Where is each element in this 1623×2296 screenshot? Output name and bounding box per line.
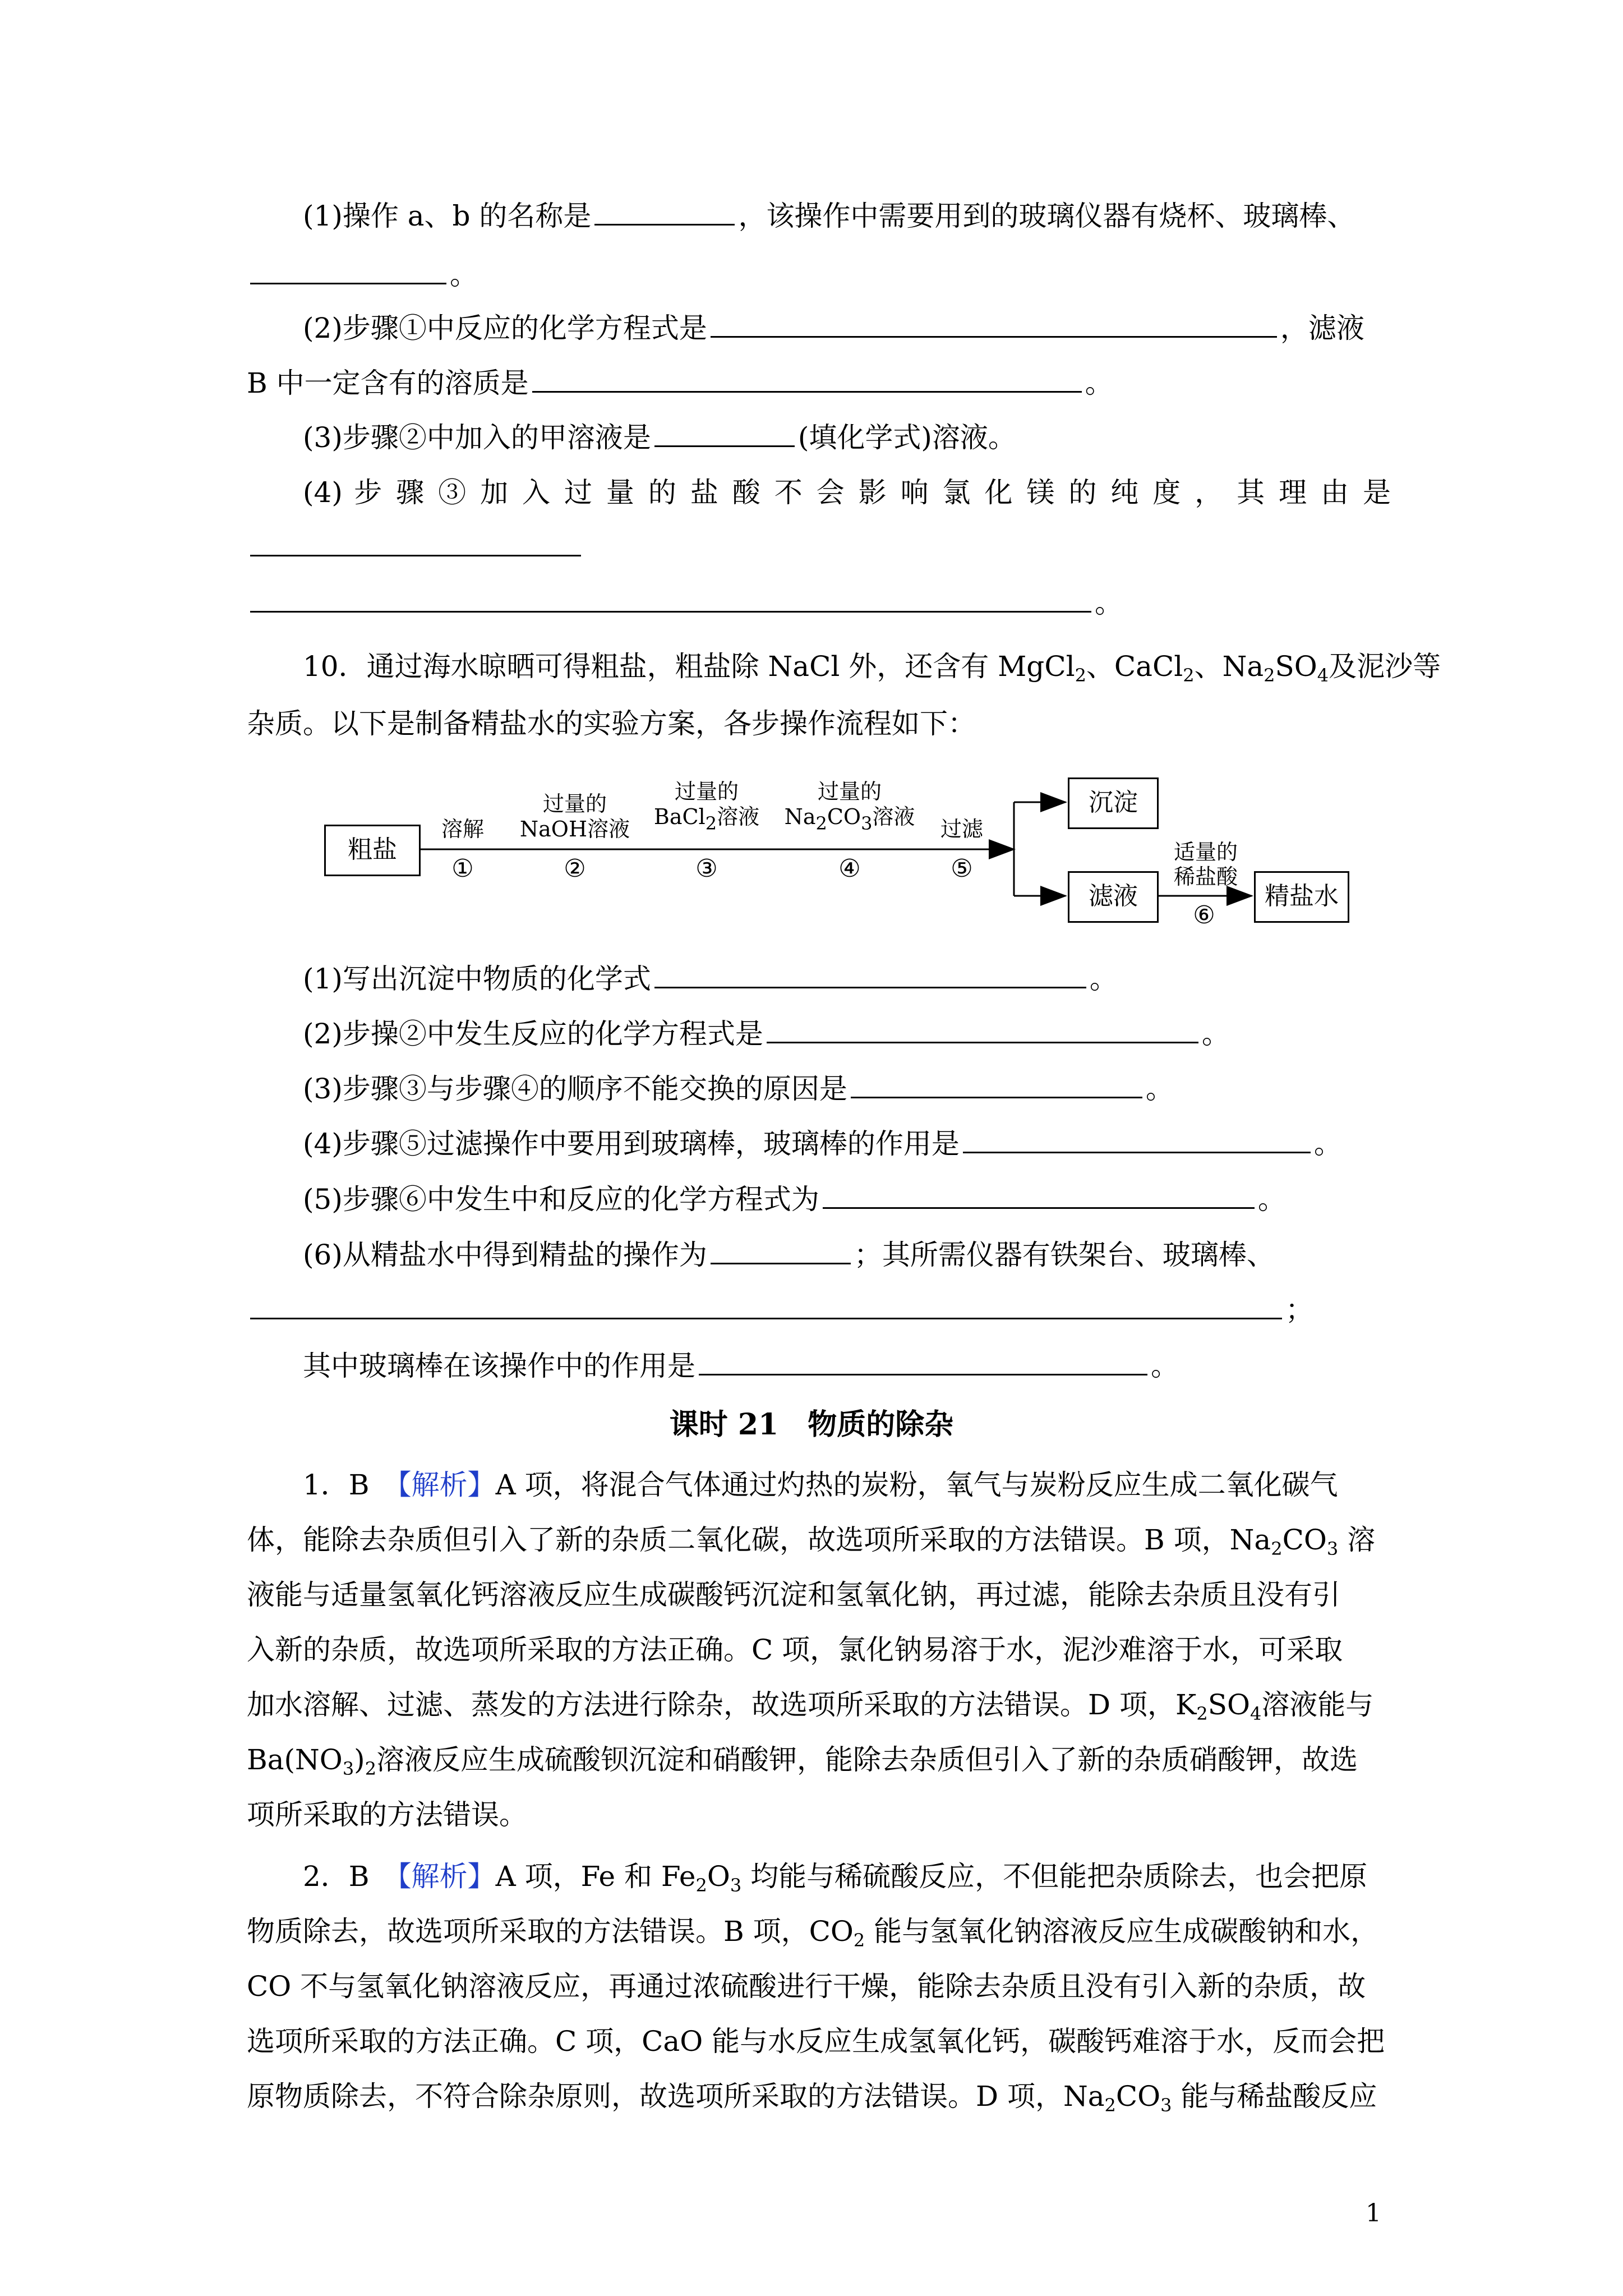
q9-part2-text2: ，滤液: [1280, 312, 1364, 344]
q10-part2-text: (2)步操②中发生反应的化学方程式是: [303, 1018, 763, 1050]
reagent-text: BaCl: [653, 804, 706, 829]
flow-step6-reagent: 稀盐酸: [1173, 864, 1238, 889]
q10-part3: [303, 1069, 1447, 1108]
flow-step1-label: 溶解: [441, 817, 484, 841]
q10-part7-text: 其中玻璃棒在该操作中的作用是: [303, 1350, 695, 1382]
answer-text: O: [707, 1860, 730, 1893]
q10-part1: [303, 959, 1447, 999]
answer-text: CO: [1282, 1524, 1327, 1556]
subscript: 2: [705, 813, 717, 834]
flow-step3-reagent: [645, 804, 768, 834]
q10-part3-text: (3)步骤③与步骤④的顺序不能交换的原因是: [303, 1073, 847, 1105]
flow-step4-label: 过量的: [817, 779, 882, 804]
answer-blank: [250, 1291, 1282, 1319]
answer-text: 加水溶解、过滤、蒸发的方法进行除杂，故选项所采取的方法错误。D 项，K: [247, 1688, 1197, 1721]
q10-intro-text: 、Na: [1194, 650, 1264, 683]
punct: 。: [450, 259, 478, 291]
ans2-line1: [303, 1857, 1447, 1896]
subscript: 3: [342, 1758, 354, 1779]
q9-part4-text: (4) 步 骤 ③ 加 入 过 量 的 盐 酸 不 会 影 响 氯 化 镁 的 纯 度 ， 其 理 由 是: [303, 476, 1391, 509]
answer-blank: [851, 1070, 1142, 1098]
answer-blank: [711, 1236, 851, 1264]
answer-text: 能与稀盐酸反应: [1172, 2080, 1377, 2113]
answer-blank: [699, 1347, 1147, 1375]
punct: 。: [1257, 1183, 1286, 1216]
answer-blank: [823, 1180, 1255, 1209]
answer-text: 溶液反应生成硫酸钡沉淀和硝酸钾，能除去杂质但引入了新的杂质硝酸钾，故选: [376, 1743, 1358, 1776]
answer-blank: [767, 1015, 1198, 1043]
ans1-line1: [303, 1465, 1447, 1504]
q10-part4-text: (4)步骤⑤过滤操作中要用到玻璃棒，玻璃棒的作用是: [303, 1128, 960, 1160]
q10-part4: [303, 1124, 1447, 1163]
punct: 。: [1313, 1128, 1342, 1160]
q10-part6-cont: [247, 1290, 1391, 1329]
q10-intro-text: 及泥沙等: [1329, 650, 1441, 683]
subscript: 2: [1104, 2095, 1116, 2116]
page-number: 1: [1366, 2199, 1381, 2228]
flow-box-precipitate: 沉淀: [1068, 777, 1159, 829]
ans1-line7: 项所采取的方法错误。: [247, 1798, 527, 1831]
subscript: 3: [861, 813, 873, 834]
subscript: 2: [1183, 665, 1195, 686]
subscript: 3: [1160, 2095, 1172, 2116]
q9-part1-text: (1)操作 a、b 的名称是: [303, 200, 592, 232]
answer-text: 溶液能与: [1261, 1688, 1374, 1721]
subscript: 2: [853, 1930, 865, 1951]
q9-part2-text3: B 中一定含有的溶质是: [247, 367, 529, 399]
punct: 。: [1085, 367, 1113, 399]
subscript: 2: [1075, 665, 1086, 686]
answer-text: A 项，将混合气体通过灼热的炭粉，氧气与炭粉反应生成二氧化碳气: [495, 1469, 1338, 1501]
subscript: 2: [1271, 1538, 1283, 1559]
ans2-line2: [247, 1912, 1391, 1951]
subscript: 4: [1249, 1703, 1262, 1724]
flow-box-brine: 精盐水: [1254, 871, 1349, 923]
flow-step4-reagent: [782, 804, 917, 834]
q10-part1-text: (1)写出沉淀中物质的化学式: [303, 963, 651, 995]
q10-part5-text: (5)步骤⑥中发生中和反应的化学方程式为: [303, 1183, 819, 1216]
answer-text: 物质除去，故选项所采取的方法错误。B 项，CO: [247, 1915, 854, 1948]
answer-text: 溶: [1338, 1524, 1376, 1556]
ans1-line4: 入新的杂质，故选项所采取的方法正确。C 项，氯化钠易溶于水，泥沙难溶于水，可采取: [247, 1634, 1343, 1666]
answer-text: 能与氢氧化钠溶液反应生成碳酸钠和水，: [865, 1915, 1379, 1948]
q9-part1-text2: ，该操作中需要用到的玻璃仪器有烧杯、玻璃棒、: [738, 200, 1355, 232]
answer-text: SO: [1207, 1688, 1250, 1721]
analysis-tag: 【解析】: [397, 1860, 496, 1893]
subscript: 2: [1264, 665, 1275, 686]
subscript: 4: [1317, 665, 1329, 686]
q10-intro-text: 10．通过海水晾晒可得粗盐，粗盐除 NaCl 外，还含有 MgCl: [303, 650, 1075, 683]
q10-part6-text2: ；其所需仪器有铁架台、玻璃棒、: [854, 1239, 1275, 1271]
q9-part3-text2: (填化学式)溶液。: [797, 421, 1016, 454]
answer-text: 均能与稀硫酸反应，不但能把杂质除去，也会把原: [741, 1860, 1368, 1893]
q10-intro-text: 、CaCl: [1086, 650, 1183, 683]
q10-part6-text: (6)从精盐水中得到精盐的操作为: [303, 1239, 707, 1271]
answer-lead: 1．B: [303, 1469, 398, 1501]
answer-text: 原物质除去，不符合除杂原则，故选项所采取的方法错误。D 项，Na: [247, 2080, 1105, 2113]
flow-step2-reagent: NaOH溶液: [519, 817, 630, 841]
q10-part7: [303, 1346, 1447, 1386]
subscript: 2: [815, 813, 827, 834]
ans2-line5: [247, 2077, 1391, 2116]
flow-step3-label: 过量的: [674, 779, 739, 804]
reagent-text: 溶液: [872, 804, 915, 829]
subscript: 2: [695, 1875, 707, 1896]
flow-step2-num: ②: [564, 854, 586, 883]
ans2-line4: 选项所采取的方法正确。C 项，CaO 能与水反应生成氢氧化钙，碳酸钙难溶于水，反而会把: [247, 2025, 1385, 2058]
flow-step3-num: ③: [695, 854, 718, 883]
punct: 。: [1095, 587, 1123, 619]
flow-box-filtrate: 滤液: [1068, 871, 1159, 923]
punct: 。: [1089, 963, 1118, 995]
analysis-tag: 【解析】: [397, 1469, 496, 1501]
ans1-line3: 液能与适量氢氧化钙溶液反应生成碳酸钙沉淀和氢氧化钠，再过滤，能除去杂质且没有引: [247, 1579, 1340, 1611]
subscript: 2: [1196, 1703, 1208, 1724]
flow-step4-num: ④: [838, 854, 861, 883]
flow-box-crude-salt: 粗盐: [324, 825, 421, 876]
punct: ；: [1285, 1294, 1313, 1326]
answer-text: CO: [1115, 2080, 1161, 2113]
flow-step5-label: 过滤: [940, 817, 983, 841]
punct: 。: [1145, 1073, 1174, 1105]
subscript: 3: [1326, 1538, 1339, 1559]
ans2-line3: CO 不与氢氧化钠溶液反应，再通过浓硫酸进行干燥，能除去杂质且没有引入新的杂质，故: [247, 1970, 1366, 2003]
punct: 。: [1151, 1350, 1179, 1382]
flow-step6-label: 适量的: [1173, 840, 1238, 864]
flow-step5-num: ⑤: [951, 854, 973, 883]
q9-part2-text: (2)步骤①中反应的化学方程式是: [303, 312, 707, 344]
q9-part3-text: (3)步骤②中加入的甲溶液是: [303, 421, 651, 454]
reagent-text: 溶液: [717, 804, 760, 829]
answer-text: A 项，Fe 和 Fe: [495, 1860, 696, 1893]
punct: 。: [1201, 1018, 1230, 1050]
answer-blank: [654, 960, 1086, 988]
reagent-text: Na: [784, 804, 816, 829]
reagent-text: CO: [827, 804, 861, 829]
flow-step2-label: 过量的: [542, 792, 607, 816]
ans1-line6: [247, 1740, 1391, 1779]
q10-intro-text: SO: [1275, 650, 1317, 683]
answer-lead: 2．B: [303, 1860, 398, 1893]
section-title: 课时 21 物质的除杂: [669, 1407, 954, 1442]
q10-intro-text2: 杂质。以下是制备精盐水的实验方案，各步操作流程如下：: [247, 707, 976, 740]
answer-text: Ba(NO: [247, 1743, 343, 1776]
q10-part6: [303, 1235, 1447, 1274]
flow-step1-num: ①: [451, 854, 474, 883]
ans1-line2: [247, 1520, 1391, 1559]
answer-blank: [963, 1125, 1311, 1153]
flow-step6-num: ⑥: [1193, 901, 1215, 930]
q10-part5: [303, 1180, 1447, 1219]
answer-text: 体，能除去杂质但引入了新的杂质二氧化碳，故选项所采取的方法错误。B 项，Na: [247, 1524, 1271, 1556]
ans1-line5: [247, 1685, 1391, 1724]
subscript: 3: [730, 1875, 742, 1896]
subscript: 2: [365, 1758, 377, 1779]
q10-part2: [303, 1014, 1447, 1053]
answer-text: ): [354, 1743, 365, 1776]
